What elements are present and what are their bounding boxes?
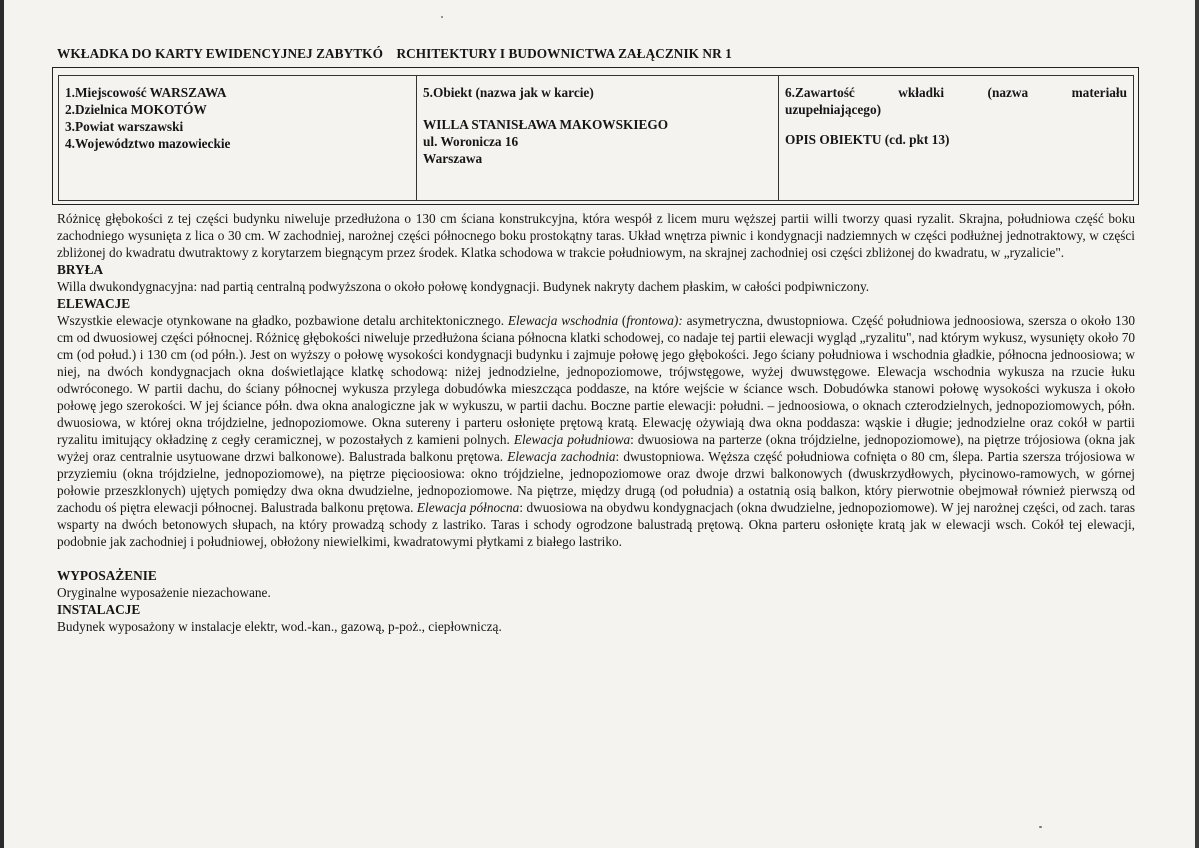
section-heading-bryla: BRYŁA	[57, 262, 104, 277]
contents-column	[779, 76, 1133, 200]
description-body	[57, 210, 1135, 635]
location-column	[59, 76, 417, 200]
document-title: WKŁADKA DO KARTY EWIDENCYJNEJ ZABYTKÓ RCHITEKTURY I BUDOWNICTWA ZAŁĄCZNIK NR 1	[57, 46, 732, 61]
elewacje-italic-term: Elewacja południowa	[513, 432, 631, 447]
elewacje-italic-term: Elewacja północna	[416, 500, 520, 515]
object-name: WILLA STANISŁAWA MAKOWSKIEGO	[423, 117, 669, 132]
object-street: ul. Woronicza 16	[423, 134, 519, 149]
scan-speck	[1039, 826, 1042, 828]
elewacje-text: : dwuosiowa na parterze (okna trójdzielne, jednopoziomowe), na piętrze trójosiowa (okna jak wyżej oraz centralnie usytuowane drzwi balkonowe). Balustrada balkonu prętowa.	[57, 432, 1135, 464]
contents-label-word: materiału	[1071, 85, 1127, 100]
elewacje-text: (	[618, 313, 627, 328]
elewacje-italic-term: Elewacja zachodnia	[507, 449, 616, 464]
instalacje-paragraph: Budynek wyposażony w instalacje elektr, wod.-kan., gazową, p-poż., ciepłowniczą.	[57, 619, 502, 634]
elewacje-text: asymetryczna, dwustopniowa. Część południowa jednoosiowa, szersza o około 130 cm od dwuosiowej części północnej. Różnicę głębokości niweluje przedłużona ściana północna klatki schodowej, co nadaje tej partii elewacji wygląd „ryzalitu", nad którym wykusz, wysunięty około 70 cm (od połud.) i 130 cm (od półn.). Jest on wyższy o połowę wysokości kondygnacji budynku i zajmuje połowę jego głębokości. Jego ściany południowa i wschodnia gładkie, północna jednoosiowa; w niej, na dwóch kondygnacjach okna doświetlające klatkę schodową: niżej jednodzielne, jednopoziomowe, trójwstęgowe, wyżej dwuwstęgowe. Elewacja wschodnia wykusza na rzucie łuku odwróconego. W partii dachu, do ściany północnej wykusza przylega dobudówka mieszcząca poddasze, na które wejście w ściance wsch. Dobudówka stanowi połowę wysokości wykusza i około połowę jego szerokości. W jej ściance półn. dwa okna analogiczne jak w wykuszu, w partii dachu. Boczne partie elewacji: południ. – jednoosiowa, o oknach czterodzielnych, jednopoziomowych, półn. dwuosiowa, w której okna trójdzielne, jednopoziomowe. Okna sutereny i parteru osłonięte prętową kratą. Elewację ożywiają dwa okna poddasza: wąskie i długie; jednodzielne oraz cokół w partii ryzalitu imitujący okładzinę z cegły ceramicznej, w pozostałych z kamieni polnych.	[57, 313, 1135, 447]
contents-value: OPIS OBIEKTU (cd. pkt 13)	[785, 132, 950, 147]
scan-speck	[441, 16, 443, 18]
intro-paragraph: Różnicę głębokości z tej części budynku niweluje przedłużona o 130 cm ściana konstrukcyjna, która wespół z licem muru węższej partii willi tworzy quasi ryzalit. Skrajna, południowa część boku zachodniego wysunięta z lica o 30 cm. W zachodniej, narożnej części północnego boku prostokątny taras. Układ wnętrza piwnic i kondygnacji nadziemnych w części podłużnej jednotraktowy, w części zbliżonej do kwadratu dwutraktowy z korytarzem biegnącym przez środek. Klatka schodowa w trakcie południowym, na skrajnej zachodniej osi części zbliżonej do kwadratu, w „ryzalicie".	[57, 211, 1135, 260]
district-field: 2.Dzielnica MOKOTÓW	[65, 102, 207, 117]
section-heading-wyposazenie: WYPOSAŻENIE	[57, 568, 157, 583]
object-label: 5.Obiekt (nazwa jak w karcie)	[423, 85, 594, 100]
voivodeship-field: 4.Województwo mazowieckie	[65, 136, 231, 151]
wyposazenie-paragraph: Oryginalne wyposażenie niezachowane.	[57, 585, 271, 600]
elewacje-italic-term: ):	[673, 313, 687, 328]
scan-edge-right	[1195, 0, 1199, 848]
elewacje-text: Wszystkie elewacje otynkowane na gładko, pozbawione detalu architektonicznego.	[57, 313, 508, 328]
contents-label-word: wkładki	[898, 85, 945, 100]
elewacje-italic-term: frontowa	[626, 313, 674, 328]
elewacje-paragraph	[57, 312, 1135, 550]
contents-label-word: 6.Zawartość	[785, 85, 855, 100]
elewacje-text: : dwuosiowa na obydwu kondygnacjach (okna dwudzielne, jednopoziomowe). W jej narożnej części, od zach. taras wsparty na dwóch betonowych słupach, na który prowadzą schody z lastriko. Taras i schody ogrodzone balustradą prętową. Okna parteru osłonięte kratą jak w elewacji wsch. Cokół tej elewacji, podobnie jak zachodniej i południowej, obłożony niewielkimi, kwadratowymi płytkami z białego lastriko.	[57, 500, 1136, 549]
locality-field: 1.Miejscowość WARSZAWA	[65, 85, 227, 100]
bryla-paragraph: Willa dwukondygnacyjna: nad partią centralną podwyższona o około połowę kondygnacji. Budynek nakryty dachem płaskim, w całości podpiwniczony.	[57, 279, 870, 294]
object-city: Warszawa	[423, 151, 483, 166]
elewacje-text: : dwustopniowa. Węższa część południowa cofnięta o 80 cm, ślepa. Partia szersza trójosiowa w przyziemiu (okna trójdzielne, jednopoziomowe), na piętrze pięcioosiowa: okno trójdzielne, jednopoziomowe oraz dwoje drzwi balkonowych (dwuskrzydłowych, płycinowo-ramowych, w górnej połowie przeszklonych) ujętych pomiędzy dwa okna dwudzielne, jednopoziomowe. Na piętrze, między drugą (od południa) a ostatnią osią balkon, który pierwotnie obejmował również pierwszą od zachodu oś piętra elewacji północnej. Balustrada balkonu prętowa.	[57, 449, 1135, 515]
county-field: 3.Powiat warszawski	[65, 119, 184, 134]
card-header-table	[52, 67, 1139, 205]
contents-label-continuation: uzupełniającego)	[785, 102, 882, 117]
card-header-inner-frame	[58, 75, 1134, 201]
section-heading-elewacje: ELEWACJE	[57, 296, 131, 311]
section-heading-instalacje: INSTALACJE	[57, 602, 141, 617]
contents-label	[785, 84, 1127, 101]
object-column	[417, 76, 779, 200]
contents-label-word: (nazwa	[987, 85, 1029, 100]
scan-edge-left	[0, 0, 4, 848]
elewacje-italic-term: Elewacja wschodnia	[507, 313, 619, 328]
